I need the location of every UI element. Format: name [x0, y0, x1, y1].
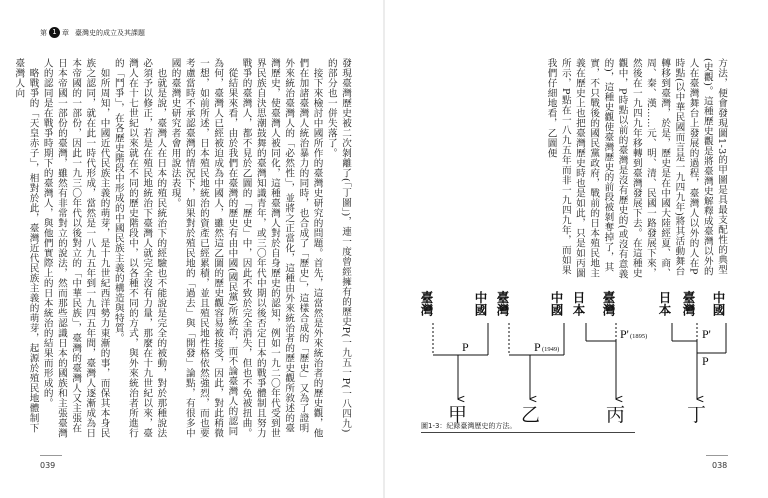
label-p: P [534, 340, 541, 354]
label-p: P [462, 340, 469, 354]
figure-caption: 圖1-3：紀錄臺灣歷史的方法。 [421, 422, 517, 430]
label-jia: 甲 [448, 405, 468, 426]
page-number-left: 039 [40, 461, 56, 470]
label-taiwan: 臺灣 [681, 291, 695, 316]
label-yi: 乙 [521, 405, 541, 426]
label-japan: 日本 [571, 291, 585, 316]
label-japan: 日本 [657, 291, 671, 316]
page-number-right: 038 [712, 461, 728, 470]
chapter-header [40, 27, 145, 38]
label-china: 中國 [711, 291, 725, 316]
label-p-1949: (1949) [542, 346, 560, 353]
label-china: 中國 [473, 291, 487, 316]
label-taiwan: 臺灣 [601, 291, 615, 316]
page-rule [40, 455, 62, 456]
label-china: 中國 [549, 291, 563, 316]
label-taiwan: 臺灣 [495, 291, 509, 316]
chapter-prefix: 第 [40, 28, 47, 37]
taiwan-history-diagram [418, 281, 736, 431]
label-p-prime: P' [702, 327, 711, 341]
chapter-suffix: 章 [62, 28, 69, 37]
paragraph: 接下來檢討中國所作的臺灣史研究的問題。首先，這當然是外來統治者的歷史觀，他們在加諸臺灣人統治暴力的同時，也合成了「歷史」，這樣合成的「歷史」又為了證明外來統治臺灣人的「必然性」，並將之正當化，這種由外來統治者的歷史觀所敘述的臺灣歷史，使臺灣人被同化，這種臺灣人對於自身歷史的認知，例如一九二〇年代受到世界民族自決思潮鼓舞的臺灣知識青年，或三〇年代中期以後否定日本的戰爭體制且努力戰爭的臺灣人，都不見於乙圖的「歷史」中，因此不致於完全消失，但也不免被扭曲。 [240, 58, 323, 438]
paragraph: 如所周知，中國近代民族主義的萌芽，是十九世紀西洋勢力東漸的事，而保其本身民族之認同，就在此一時代形成，當然是一八九五年到一九四五年間，臺灣人逐漸成為日本帝國的一部份，因此一九三〇年代以後對立的「中華民族」，臺灣的臺灣人又主張在日本帝國一部份的臺灣，雖然有非常對立的說法，然而那些認識日本的國族和主張臺灣人的認同是在戰爭時期下的臺灣人，與他們實際上的日本統治的結果而形成的。 [41, 58, 110, 438]
paragraph: 方法，便會發現圖1-3的甲圖是具最支配性的典型(史觀)。這種歷史觀是將臺灣史解釋成臺灣以外的人在臺灣舞台上發展的過程，臺灣人以外的人在P時點(以中華民國而言是一九四九年)將其活動舞台轉移到臺灣，於是，歷史是在中國大陸經夏、商、周、秦、漢……元、明、清、民國一路發展下來，然後在一九四九年移轉到臺灣發展下去。在這種史觀中，P時點以前的臺灣是沒有歷史的(或沒有意義的)，這種史觀使臺灣歷史的前段被剝奪掉了，其實，不只戰後的國民黨政府，戰前的日本殖民地主義在歷史上也把臺灣歷史時也是如此，只是如丙圖所示，P點在一八九五年而非一九四九年，而如果我們仔細地看，乙圖便 [545, 58, 727, 279]
diagram-panel-jia [419, 290, 488, 426]
chapter-number-badge: 1 [49, 27, 60, 38]
label-p-1895: (1895) [630, 333, 648, 340]
label-bing: 丙 [606, 405, 626, 426]
diagram-panel-bing [571, 290, 647, 426]
paragraph: 發現臺灣歷史被二次剝離了(「丁圖」)，連一度曾經擁有的歷史P(一九五一P(一八四九)的部分也一併失落了。 [325, 58, 351, 433]
left-page-text [13, 58, 352, 441]
paragraph: 略戰爭的「天皇赤子」，相對於此，臺灣近代民族主義的萌芽，起源於殖民地體制下臺灣人向 [13, 58, 39, 433]
label-taiwan: 臺灣 [419, 291, 433, 316]
label-ding: 丁 [687, 405, 707, 426]
caption-rule [421, 432, 635, 433]
label-p: P [702, 354, 709, 368]
label-p-prime: P' [620, 327, 629, 341]
page-rule [706, 455, 728, 456]
chapter-title: 臺灣史的成立及其課題 [75, 28, 145, 37]
right-page-text [428, 58, 728, 280]
paragraph: 從結果來看，由於我們在臺灣的歷史有由中國(國民黨)所統治，而不論臺灣人的認同為何，臺灣人已經被迫成為中國人，雖然這乙圖的歷史觀容易被接受，因此，對此稍微一想，如前所述，日本殖民地統治的資產已經累積，並且殖民地性格依然強烈，而也要考慮當時不承認臺灣的情況下，如果對於殖民地的「過去」與「開發」論點，有很多中國的臺灣史研究者會用說法表現。 [169, 58, 238, 438]
page-gutter [383, 0, 385, 498]
paragraph: 也就是說，臺灣人在日本的殖民統治下的經驗也不能說是完全的被動，對於那種說法必須予以修正，若是在殖民地統治下臺灣人就完全沒有力量，那麼在十九世紀以來，臺灣人在十七世紀以來就在不同的歷史階段中，以各種不同的方式，與外來統治者所進行的「鬥爭」，在各歷史階段中形成的中國民族主義的構造與特質。 [112, 58, 167, 438]
diagram-panel-ding [657, 290, 726, 426]
diagram-panel-yi [495, 290, 564, 426]
